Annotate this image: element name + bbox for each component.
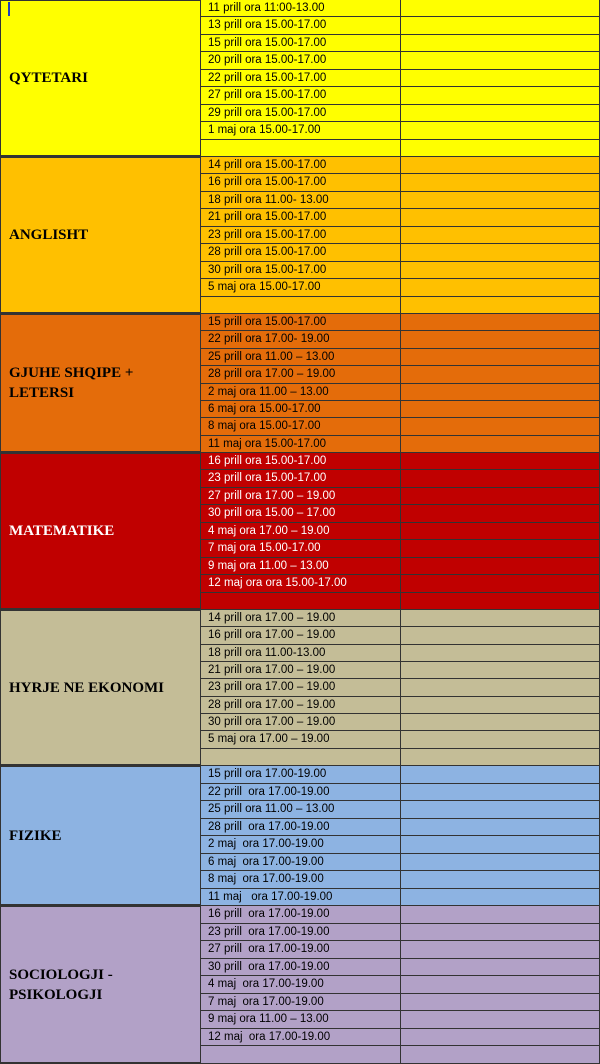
notes-cell[interactable] xyxy=(401,505,600,521)
session-date-time: 15 prill ora 15.00-17.00 xyxy=(200,35,401,51)
session-row xyxy=(200,1011,600,1029)
notes-cell[interactable] xyxy=(401,575,600,591)
session-date-time: 28 prill ora 17.00 – 19.00 xyxy=(200,366,401,382)
session-row xyxy=(200,801,600,819)
session-row xyxy=(200,924,600,942)
session-row xyxy=(200,731,600,748)
notes-cell[interactable] xyxy=(401,174,600,190)
session-date-time xyxy=(200,593,401,610)
notes-cell[interactable] xyxy=(401,453,600,469)
session-row xyxy=(200,262,600,279)
session-row xyxy=(200,157,600,174)
subject-section xyxy=(0,610,600,766)
session-row xyxy=(200,593,600,610)
session-row xyxy=(200,714,600,731)
session-row xyxy=(200,244,600,261)
notes-cell[interactable] xyxy=(401,1046,600,1064)
notes-cell[interactable] xyxy=(401,766,600,783)
session-date-time xyxy=(200,297,401,314)
session-row xyxy=(200,575,600,592)
session-row xyxy=(200,488,600,505)
session-row xyxy=(200,140,600,157)
notes-cell[interactable] xyxy=(401,436,600,453)
session-date-time: 27 prill ora 15.00-17.00 xyxy=(200,87,401,103)
session-row xyxy=(200,959,600,977)
notes-cell[interactable] xyxy=(401,801,600,818)
session-date-time: 30 prill ora 15.00 – 17.00 xyxy=(200,505,401,521)
notes-cell[interactable] xyxy=(401,297,600,314)
session-date-time: 6 maj ora 15.00-17.00 xyxy=(200,401,401,417)
session-date-time: 22 prill ora 17.00-19.00 xyxy=(200,784,401,801)
subject-cell xyxy=(0,314,201,452)
session-date-time: 16 prill ora 15.00-17.00 xyxy=(200,174,401,190)
notes-cell[interactable] xyxy=(401,262,600,278)
session-row xyxy=(200,349,600,366)
notes-cell[interactable] xyxy=(401,627,600,643)
subject-section xyxy=(0,453,600,610)
session-date-time: 7 maj ora 15.00-17.00 xyxy=(200,540,401,556)
session-row xyxy=(200,470,600,487)
session-row xyxy=(200,523,600,540)
session-row xyxy=(200,784,600,802)
session-date-time: 11 maj ora 17.00-19.00 xyxy=(200,889,401,907)
notes-cell[interactable] xyxy=(401,679,600,695)
session-row xyxy=(200,906,600,924)
session-date-time: 18 prill ora 11.00-13.00 xyxy=(200,645,401,661)
session-row xyxy=(200,1029,600,1047)
session-row xyxy=(200,558,600,575)
session-row xyxy=(200,749,600,766)
session-row xyxy=(200,314,600,331)
notes-cell[interactable] xyxy=(401,749,600,766)
notes-cell[interactable] xyxy=(401,331,600,347)
notes-cell[interactable] xyxy=(401,959,600,976)
notes-cell[interactable] xyxy=(401,488,600,504)
notes-cell[interactable] xyxy=(401,279,600,295)
session-date-time: 4 maj ora 17.00 – 19.00 xyxy=(200,523,401,539)
subject-name: MATEMATIKE xyxy=(9,523,115,539)
session-date-time: 9 maj ora 11.00 – 13.00 xyxy=(200,1011,401,1028)
session-row xyxy=(200,331,600,348)
session-date-time: 8 maj ora 15.00-17.00 xyxy=(200,418,401,434)
session-row xyxy=(200,697,600,714)
session-row xyxy=(200,297,600,314)
session-row xyxy=(200,941,600,959)
notes-cell[interactable] xyxy=(401,941,600,958)
session-date-time: 9 maj ora 11.00 – 13.00 xyxy=(200,558,401,574)
session-date-time: 7 maj ora 17.00-19.00 xyxy=(200,994,401,1011)
subject-name: SOCIOLOGJI - PSIKOLOGJI xyxy=(9,966,113,1003)
session-row xyxy=(200,1046,600,1064)
session-row xyxy=(200,174,600,191)
notes-cell[interactable] xyxy=(401,470,600,486)
subject-cell xyxy=(0,157,201,313)
session-row xyxy=(200,87,600,104)
session-date-time: 2 maj ora 17.00-19.00 xyxy=(200,836,401,853)
notes-cell[interactable] xyxy=(401,662,600,678)
session-date-time: 11 prill ora 11:00-13.00 xyxy=(200,0,401,16)
session-row xyxy=(200,836,600,854)
session-row xyxy=(200,418,600,435)
session-date-time: 14 prill ora 17.00 – 19.00 xyxy=(200,610,401,626)
session-date-time: 28 prill ora 17.00 – 19.00 xyxy=(200,697,401,713)
notes-cell[interactable] xyxy=(401,0,600,16)
session-date-time: 23 prill ora 15.00-17.00 xyxy=(200,470,401,486)
session-row xyxy=(200,453,600,470)
notes-cell[interactable] xyxy=(401,349,600,365)
session-date-time: 11 maj ora 15.00-17.00 xyxy=(200,436,401,453)
session-row xyxy=(200,627,600,644)
session-row xyxy=(200,401,600,418)
session-date-time: 23 prill ora 17.00 – 19.00 xyxy=(200,679,401,695)
notes-cell[interactable] xyxy=(401,17,600,33)
session-date-time: 16 prill ora 15.00-17.00 xyxy=(200,453,401,469)
notes-cell[interactable] xyxy=(401,87,600,103)
session-row xyxy=(200,871,600,889)
session-date-time: 25 prill ora 11.00 – 13.00 xyxy=(200,801,401,818)
subject-section xyxy=(0,0,600,157)
notes-cell[interactable] xyxy=(401,418,600,434)
notes-cell[interactable] xyxy=(401,105,600,121)
session-row xyxy=(200,610,600,627)
session-row xyxy=(200,0,600,17)
subject-section xyxy=(0,766,600,906)
subject-cell xyxy=(0,453,201,609)
text-cursor xyxy=(8,2,10,16)
notes-cell[interactable] xyxy=(401,227,600,243)
session-date-time: 28 prill ora 15.00-17.00 xyxy=(200,244,401,260)
notes-cell[interactable] xyxy=(401,192,600,208)
notes-cell[interactable] xyxy=(401,645,600,661)
notes-cell[interactable] xyxy=(401,784,600,801)
session-date-time: 6 maj ora 17.00-19.00 xyxy=(200,854,401,871)
session-row xyxy=(200,854,600,872)
session-row xyxy=(200,645,600,662)
notes-cell[interactable] xyxy=(401,610,600,626)
notes-cell[interactable] xyxy=(401,523,600,539)
session-date-time: 8 maj ora 17.00-19.00 xyxy=(200,871,401,888)
session-date-time: 27 prill ora 17.00-19.00 xyxy=(200,941,401,958)
session-row xyxy=(200,819,600,837)
notes-cell[interactable] xyxy=(401,70,600,86)
notes-cell[interactable] xyxy=(401,52,600,68)
session-date-time: 5 maj ora 17.00 – 19.00 xyxy=(200,731,401,747)
session-date-time: 30 prill ora 17.00 – 19.00 xyxy=(200,714,401,730)
session-date-time: 29 prill ora 15.00-17.00 xyxy=(200,105,401,121)
session-row xyxy=(200,52,600,69)
session-date-time: 15 prill ora 15.00-17.00 xyxy=(200,314,401,330)
session-row xyxy=(200,436,600,453)
notes-cell[interactable] xyxy=(401,244,600,260)
session-row xyxy=(200,366,600,383)
session-row xyxy=(200,17,600,34)
session-date-time: 16 prill ora 17.00-19.00 xyxy=(200,906,401,923)
session-date-time: 27 prill ora 17.00 – 19.00 xyxy=(200,488,401,504)
notes-cell[interactable] xyxy=(401,140,600,157)
session-row xyxy=(200,994,600,1012)
subject-name: GJUHE SHQIPE + LETERSI xyxy=(9,365,134,401)
session-date-time: 12 maj ora ora 15.00-17.00 xyxy=(200,575,401,591)
session-date-time: 21 prill ora 15.00-17.00 xyxy=(200,209,401,225)
session-date-time: 16 prill ora 17.00 – 19.00 xyxy=(200,627,401,643)
subject-name: FIZIKE xyxy=(9,827,62,844)
notes-cell[interactable] xyxy=(401,366,600,382)
session-row xyxy=(200,122,600,139)
session-date-time: 23 prill ora 15.00-17.00 xyxy=(200,227,401,243)
session-row xyxy=(200,35,600,52)
session-date-time: 20 prill ora 15.00-17.00 xyxy=(200,52,401,68)
notes-cell[interactable] xyxy=(401,906,600,923)
notes-cell[interactable] xyxy=(401,384,600,400)
notes-cell[interactable] xyxy=(401,540,600,556)
subject-section xyxy=(0,906,600,1064)
notes-cell[interactable] xyxy=(401,854,600,871)
session-row xyxy=(200,766,600,784)
session-date-time: 30 prill ora 17.00-19.00 xyxy=(200,959,401,976)
session-row xyxy=(200,279,600,296)
notes-cell[interactable] xyxy=(401,976,600,993)
session-date-time: 21 prill ora 17.00 – 19.00 xyxy=(200,662,401,678)
subject-cell xyxy=(0,906,201,1063)
subject-cell xyxy=(0,0,201,156)
notes-cell[interactable] xyxy=(401,871,600,888)
session-date-time xyxy=(200,140,401,157)
notes-cell[interactable] xyxy=(401,836,600,853)
notes-cell[interactable] xyxy=(401,122,600,138)
session-row xyxy=(200,976,600,994)
session-date-time: 15 prill ora 17.00-19.00 xyxy=(200,766,401,783)
notes-cell[interactable] xyxy=(401,401,600,417)
session-date-time: 13 prill ora 15.00-17.00 xyxy=(200,17,401,33)
subject-name: QYTETARI xyxy=(9,70,88,86)
subject-cell xyxy=(0,766,201,905)
session-date-time xyxy=(200,1046,401,1064)
session-date-time: 5 maj ora 15.00-17.00 xyxy=(200,279,401,295)
notes-cell[interactable] xyxy=(401,924,600,941)
session-row xyxy=(200,889,600,907)
session-date-time xyxy=(200,749,401,766)
session-date-time: 22 prill ora 15.00-17.00 xyxy=(200,70,401,86)
session-date-time: 23 prill ora 17.00-19.00 xyxy=(200,924,401,941)
session-date-time: 12 maj ora 17.00-19.00 xyxy=(200,1029,401,1046)
session-row xyxy=(200,384,600,401)
notes-cell[interactable] xyxy=(401,994,600,1011)
subject-name: HYRJE NE EKONOMI xyxy=(9,679,165,696)
session-row xyxy=(200,505,600,522)
session-date-time: 14 prill ora 15.00-17.00 xyxy=(200,157,401,173)
session-date-time: 2 maj ora 11.00 – 13.00 xyxy=(200,384,401,400)
session-row xyxy=(200,679,600,696)
session-row xyxy=(200,70,600,87)
notes-cell[interactable] xyxy=(401,209,600,225)
session-date-time: 30 prill ora 15.00-17.00 xyxy=(200,262,401,278)
notes-cell[interactable] xyxy=(401,558,600,574)
subject-section xyxy=(0,314,600,453)
notes-cell[interactable] xyxy=(401,697,600,713)
session-row xyxy=(200,540,600,557)
session-row xyxy=(200,227,600,244)
subject-section xyxy=(0,157,600,314)
session-row xyxy=(200,192,600,209)
subject-cell xyxy=(0,610,201,765)
notes-cell[interactable] xyxy=(401,1011,600,1028)
session-row xyxy=(200,209,600,226)
session-date-time: 18 prill ora 11.00- 13.00 xyxy=(200,192,401,208)
notes-cell[interactable] xyxy=(401,157,600,173)
notes-cell[interactable] xyxy=(401,35,600,51)
notes-cell[interactable] xyxy=(401,889,600,907)
session-date-time: 28 prill ora 17.00-19.00 xyxy=(200,819,401,836)
notes-cell[interactable] xyxy=(401,593,600,610)
session-row xyxy=(200,662,600,679)
session-date-time: 1 maj ora 15.00-17.00 xyxy=(200,122,401,138)
notes-cell[interactable] xyxy=(401,314,600,330)
session-date-time: 22 prill ora 17.00- 19.00 xyxy=(200,331,401,347)
notes-cell[interactable] xyxy=(401,1029,600,1046)
session-date-time: 4 maj ora 17.00-19.00 xyxy=(200,976,401,993)
session-row xyxy=(200,105,600,122)
session-date-time: 25 prill ora 11.00 – 13.00 xyxy=(200,349,401,365)
subject-name: ANGLISHT xyxy=(9,227,89,243)
notes-cell[interactable] xyxy=(401,731,600,747)
notes-cell[interactable] xyxy=(401,714,600,730)
notes-cell[interactable] xyxy=(401,819,600,836)
